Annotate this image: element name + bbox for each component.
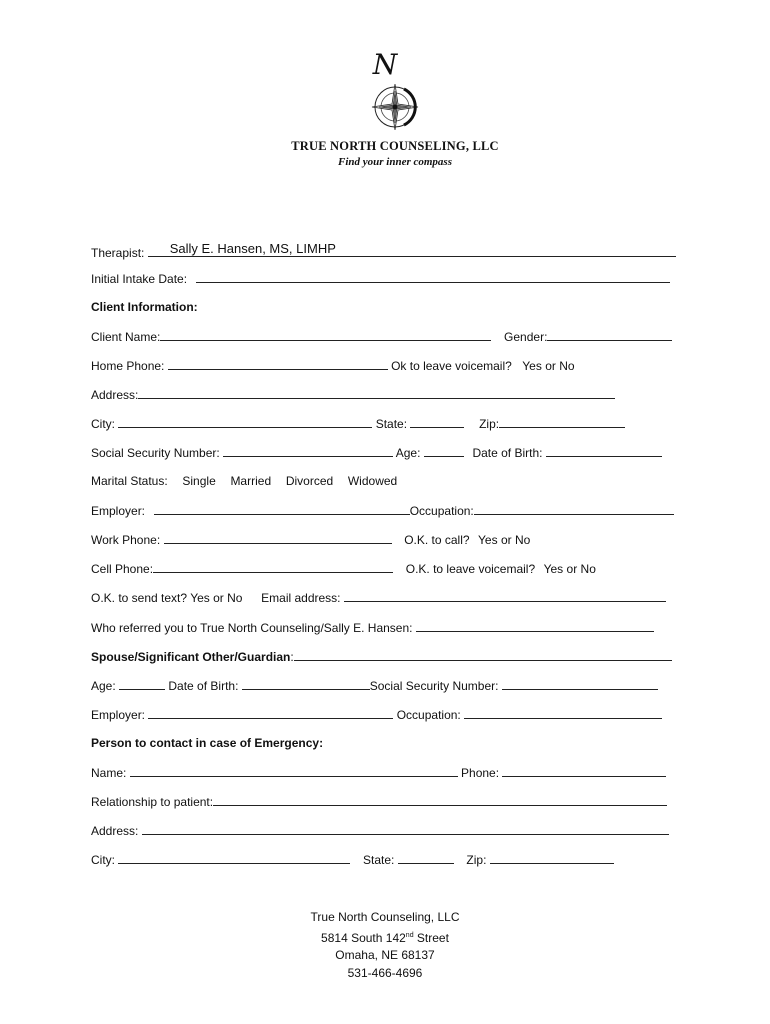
emergency-city-label: City: (91, 853, 115, 867)
spouse-dob-label: Date of Birth: (168, 679, 239, 693)
spouse-age-field[interactable] (119, 678, 165, 690)
dob-field[interactable] (546, 445, 662, 457)
gender-field[interactable] (547, 329, 672, 341)
cell-phone-row (91, 561, 596, 576)
marital-option-divorced[interactable]: Divorced (285, 474, 334, 488)
employer-field[interactable] (154, 503, 410, 515)
dob-label: Date of Birth: (472, 446, 543, 460)
ok-send-text-question: O.K. to send text? (91, 591, 188, 605)
work-phone-field[interactable] (164, 532, 392, 544)
footer-company: True North Counseling, LLC (310, 910, 460, 924)
emergency-city-row (91, 852, 614, 867)
work-phone-label: Work Phone: (91, 533, 161, 547)
state-label: State: (375, 417, 408, 431)
employer-label: Employer: (91, 504, 146, 518)
emergency-phone-field[interactable] (502, 765, 666, 777)
spouse-details-row (91, 678, 658, 693)
city-field[interactable] (118, 416, 372, 428)
relationship-field[interactable] (213, 794, 667, 806)
emergency-address-row (91, 823, 669, 838)
spouse-employer-field[interactable] (148, 707, 393, 719)
spouse-employer-label: Employer: (91, 708, 146, 722)
spouse-field[interactable] (294, 649, 672, 661)
marital-option-single[interactable]: Single (182, 474, 216, 488)
home-phone-row (91, 358, 575, 373)
emergency-zip-field[interactable] (490, 852, 614, 864)
spouse-ssn-field[interactable] (502, 678, 658, 690)
relationship-label: Relationship to patient: (91, 795, 214, 809)
ok-send-text-yes-no[interactable]: Yes or No (190, 591, 243, 605)
city-row (91, 416, 625, 431)
ssn-label: Social Security Number: (91, 446, 220, 460)
intake-date-field[interactable] (196, 271, 670, 283)
intake-date-label: Initial Intake Date: (91, 272, 188, 286)
emergency-zip-label: Zip: (466, 853, 487, 867)
address-row (91, 387, 615, 402)
compass-logo-icon (368, 80, 422, 134)
ok-to-call-yes-no[interactable]: Yes or No (478, 533, 531, 547)
home-voicemail-yes-no[interactable]: Yes or No (522, 359, 575, 373)
ok-to-call-question: O.K. to call? (404, 533, 470, 547)
marital-status-label: Marital Status: (91, 474, 168, 488)
emergency-address-label: Address: (91, 824, 139, 838)
spouse-occupation-label: Occupation: (396, 708, 461, 722)
spouse-dob-field[interactable] (242, 678, 370, 690)
email-field[interactable] (344, 590, 666, 602)
relationship-row (91, 794, 667, 809)
marital-option-married[interactable]: Married (230, 474, 272, 488)
address-field[interactable] (138, 387, 615, 399)
cell-voicemail-yes-no[interactable]: Yes or No (543, 562, 596, 576)
client-info-heading-row (91, 300, 198, 314)
zip-label: Zip: (479, 417, 500, 431)
therapist-label: Therapist: (91, 246, 145, 260)
footer-street: 5814 South 142nd Street (321, 930, 449, 945)
emergency-name-field[interactable] (130, 765, 458, 777)
city-label: City: (91, 417, 115, 431)
age-field[interactable] (424, 445, 464, 457)
state-field[interactable] (410, 416, 464, 428)
spouse-employer-row (91, 707, 662, 722)
client-name-row (91, 329, 672, 344)
emergency-state-label: State: (363, 853, 395, 867)
occupation-field[interactable] (474, 503, 674, 515)
footer-phone: 531-466-4696 (347, 965, 423, 980)
age-label: Age: (395, 446, 421, 460)
therapist-row (91, 242, 676, 260)
emergency-name-row (91, 765, 666, 780)
spouse-heading: Spouse/Significant Other/Guardian (91, 650, 291, 664)
client-info-heading: Client Information: (91, 300, 198, 314)
spouse-row (91, 649, 672, 664)
client-name-field[interactable] (160, 329, 491, 341)
cell-phone-field[interactable] (153, 561, 393, 573)
company-tagline: Find your inner compass (338, 156, 452, 168)
ssn-row (91, 445, 662, 460)
intake-date-row (91, 271, 670, 286)
spouse-colon: : (290, 650, 294, 664)
emergency-city-field[interactable] (118, 852, 350, 864)
address-label: Address: (91, 388, 139, 402)
emergency-name-label: Name: (91, 766, 127, 780)
home-phone-label: Home Phone: (91, 359, 165, 373)
spouse-age-label: Age: (91, 679, 116, 693)
referred-row (91, 620, 654, 635)
emergency-state-field[interactable] (398, 852, 454, 864)
text-email-row (91, 590, 666, 605)
therapist-field[interactable] (148, 242, 676, 257)
home-phone-field[interactable] (168, 358, 388, 370)
footer-city: Omaha, NE 68137 (335, 948, 435, 962)
emergency-heading: Person to contact in case of Emergency: (91, 736, 324, 750)
footer (0, 909, 770, 982)
email-label: Email address: (261, 591, 341, 605)
ssn-field[interactable] (223, 445, 393, 457)
home-voicemail-question: Ok to leave voicemail? (391, 359, 512, 373)
logo-letter: N (372, 48, 398, 81)
therapist-value: Sally E. Hansen, MS, LIMHP (169, 241, 336, 256)
gender-label: Gender: (504, 330, 548, 344)
employer-row (91, 503, 674, 518)
marital-status-row (91, 474, 397, 488)
client-name-label: Client Name: (91, 330, 161, 344)
spouse-occupation-field[interactable] (464, 707, 662, 719)
emergency-address-field[interactable] (142, 823, 669, 835)
occupation-label: Occupation: (409, 504, 474, 518)
cell-voicemail-question: O.K. to leave voicemail? (405, 562, 536, 576)
work-phone-row (91, 532, 530, 547)
cell-phone-label: Cell Phone: (91, 562, 154, 576)
company-name: TRUE NORTH COUNSELING, LLC (291, 139, 499, 153)
referred-field[interactable] (416, 620, 654, 632)
emergency-heading-row (91, 736, 323, 750)
zip-field[interactable] (499, 416, 625, 428)
marital-option-widowed[interactable]: Widowed (347, 474, 398, 488)
referred-label: Who referred you to True North Counseling/Sally E. Hansen: (91, 621, 413, 635)
spouse-ssn-label: Social Security Number: (369, 679, 499, 693)
emergency-phone-label: Phone: (461, 766, 500, 780)
